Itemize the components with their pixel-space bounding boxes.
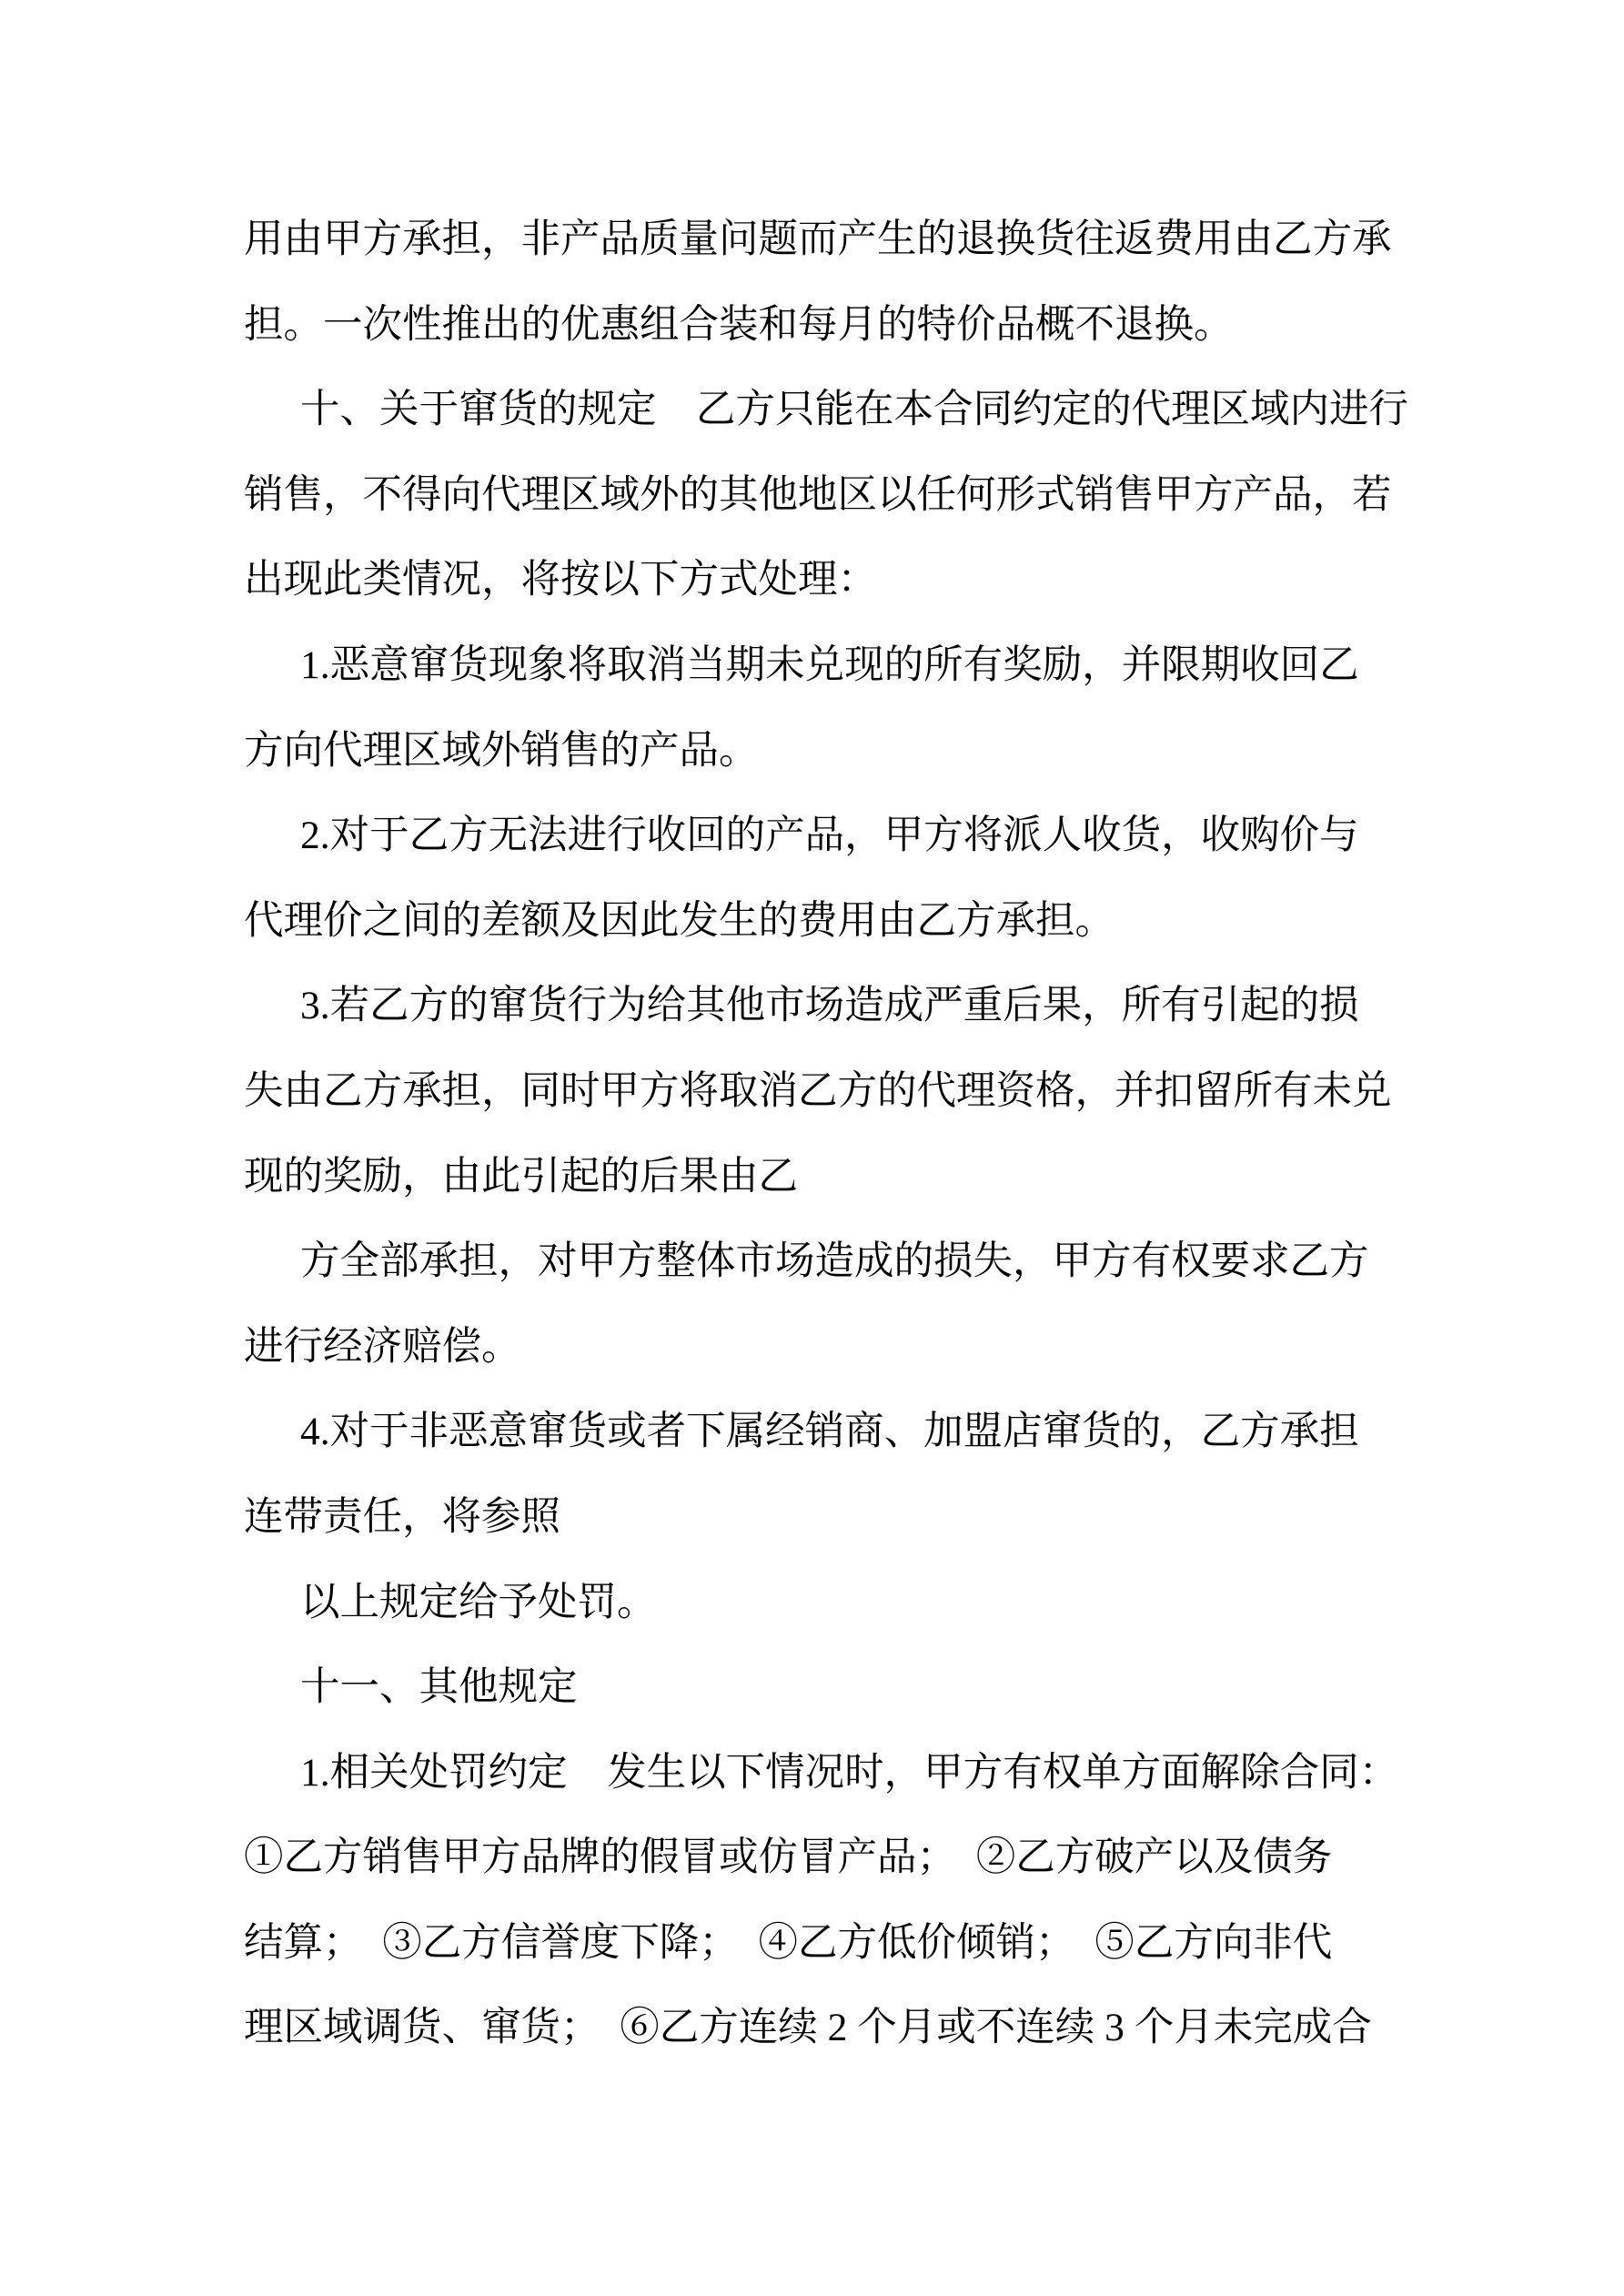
text-line-circled-items: ①乙方销售甲方品牌的假冒或仿冒产品； ②乙方破产以及债务 (244, 1836, 1333, 1880)
text-line-section-11-heading: 十一、其他规定 (300, 1665, 578, 1710)
document-content (244, 197, 1581, 2071)
text-line: 代理价之间的差额及因此发生的费用由乙方承担。 (244, 898, 1115, 943)
text-line-item-2: 2.对于乙方无法进行收回的产品，甲方将派人收货，收购价与 (300, 814, 1359, 858)
text-line: 连带责任，将参照 (244, 1494, 560, 1539)
text-line-circled-items: 理区域调货、窜货； ⑥乙方连续 2 个月或不连续 3 个月未完成合 (244, 2006, 1372, 2050)
text-line-item-4: 4.对于非恶意窜货或者下属经销商、加盟店窜货的，乙方承担 (300, 1410, 1359, 1454)
text-line-circled-items: 结算； ③乙方信誉度下降； ④乙方低价倾销； ⑤乙方向非代 (244, 1920, 1333, 1965)
text-line-item-3: 3.若乙方的窜货行为给其他市场造成严重后果，所有引起的损 (300, 984, 1359, 1028)
text-line: 方向代理区域外销售的产品。 (244, 728, 759, 773)
text-line-item-1: 1.恶意窜货现象将取消当期未兑现的所有奖励，并限期收回乙 (300, 642, 1359, 687)
text-line: 进行经济赔偿。 (244, 1324, 521, 1369)
text-line: 销售，不得向代理区域外的其他地区以任何形式销售甲方产品，若 (244, 472, 1392, 517)
text-line: 以上规定给予处罚。 (300, 1580, 657, 1624)
text-line: 出现此类情况，将按以下方式处理： (244, 558, 877, 602)
text-line: 失由乙方承担，同时甲方将取消乙方的代理资格，并扣留所有未兑 (244, 1068, 1392, 1113)
text-line: 现的奖励，由此引起的后果由乙 (244, 1154, 798, 1199)
text-line: 用由甲方承担，非产品质量问题而产生的退换货往返费用由乙方承 (244, 217, 1392, 261)
text-line-item-1-penalty: 1.相关处罚约定 发生以下情况时，甲方有权单方面解除合同： (300, 1750, 1399, 1795)
text-line: 方全部承担，对甲方整体市场造成的损失，甲方有权要求乙方 (300, 1239, 1369, 1284)
text-line: 担。一次性推出的优惠组合装和每月的特价品概不退换。 (244, 302, 1234, 347)
text-line-section-10-heading: 十、关于窜货的规定 乙方只能在本合同约定的代理区域内进行 (300, 388, 1408, 432)
